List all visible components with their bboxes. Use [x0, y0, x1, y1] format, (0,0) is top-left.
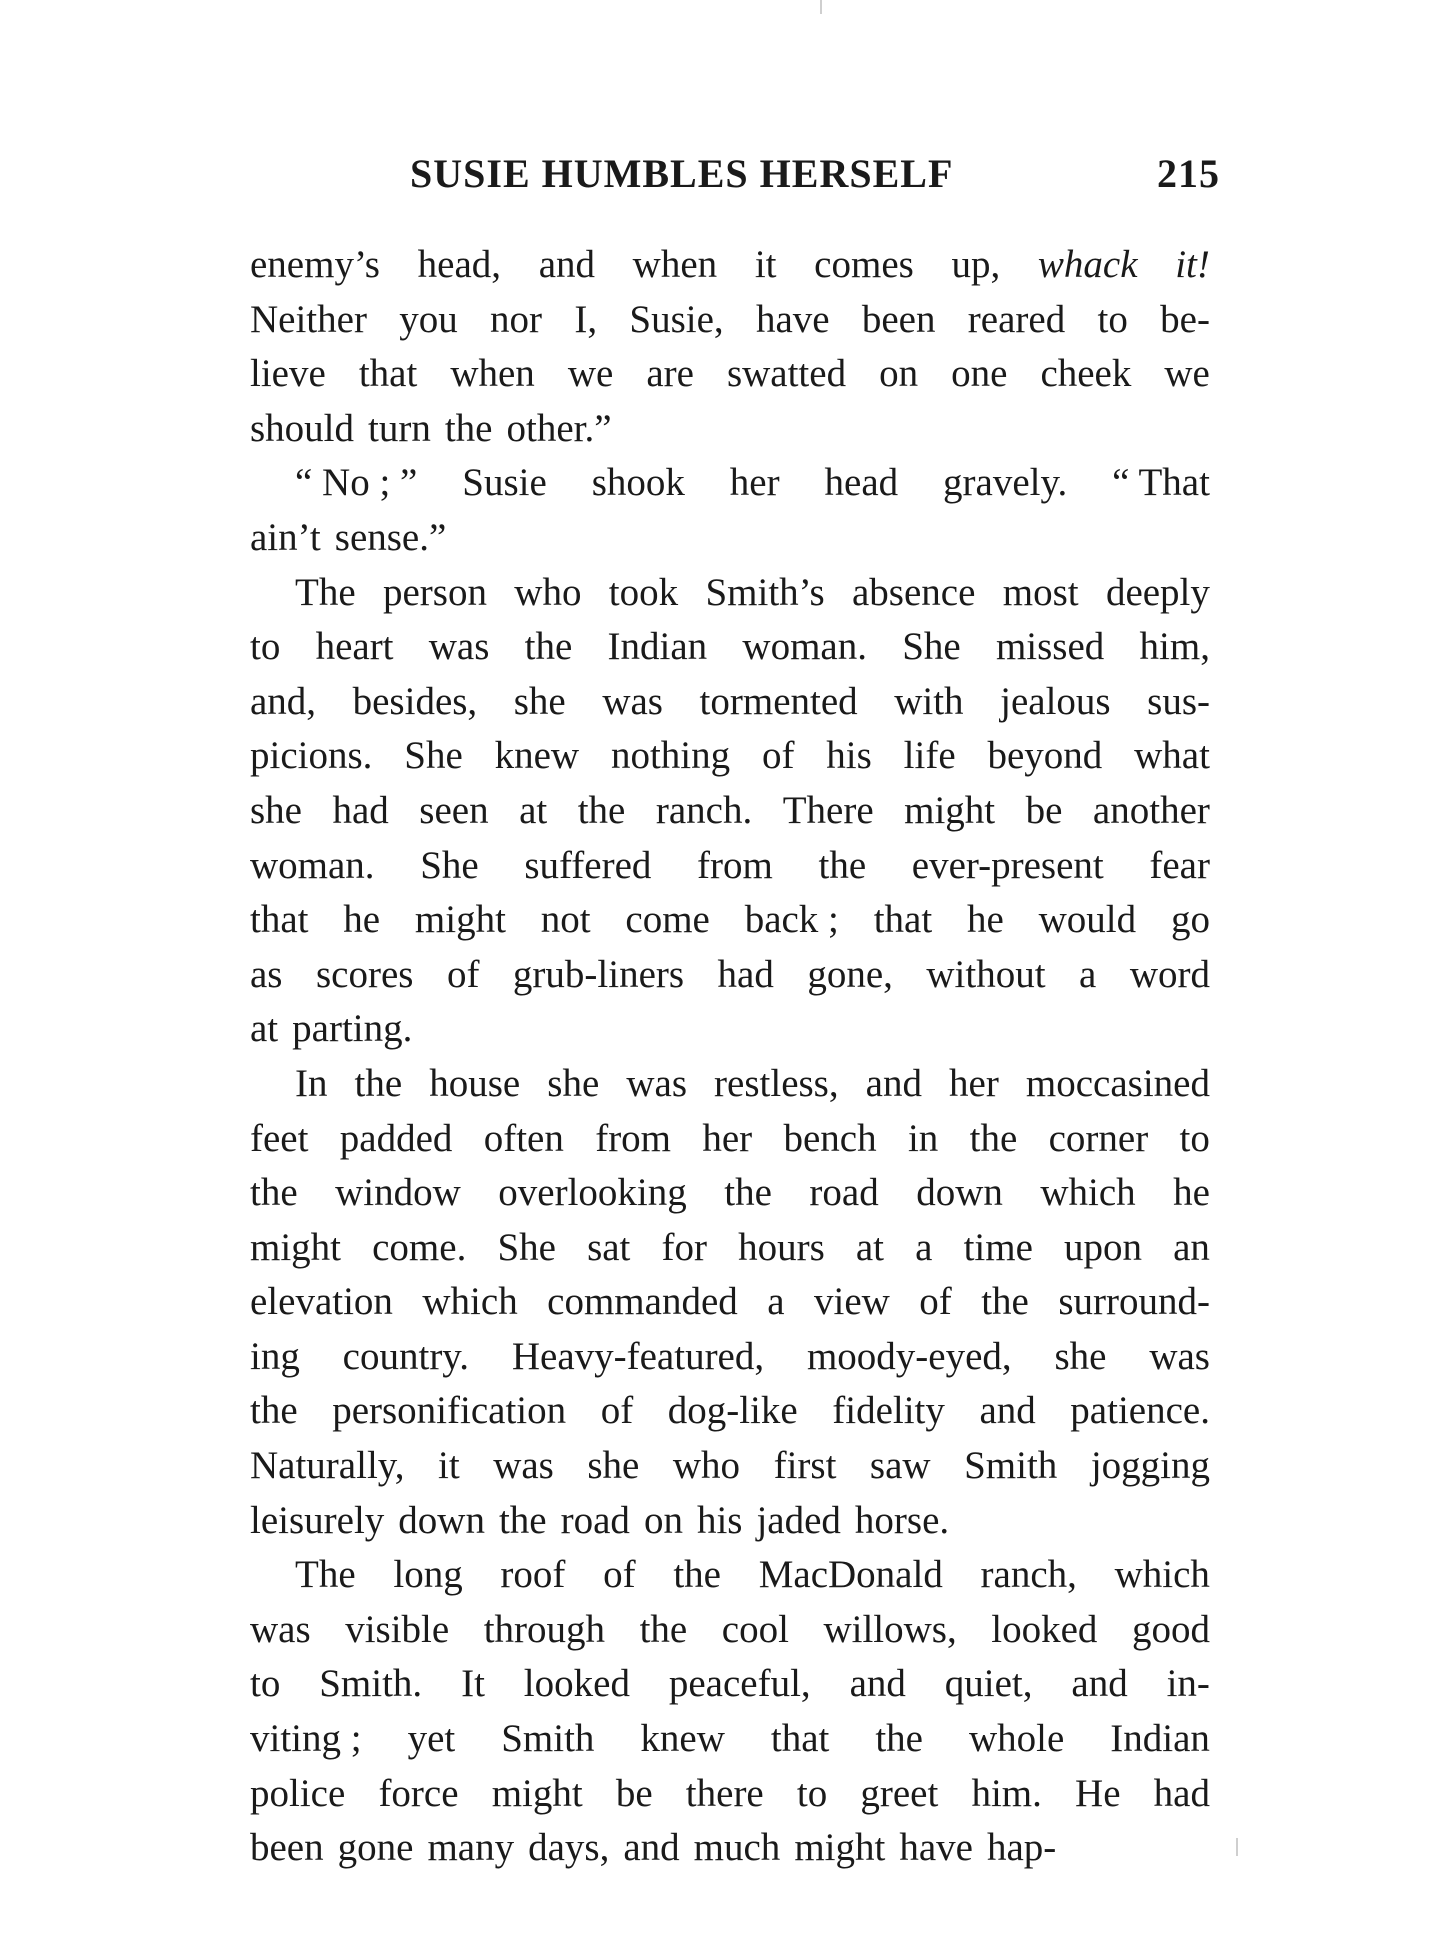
word: her	[949, 1061, 999, 1105]
word: the	[354, 1061, 403, 1105]
word: Smith.	[319, 1662, 423, 1706]
word: Naturally,	[250, 1444, 405, 1488]
word: he	[1173, 1171, 1210, 1215]
word: to	[1097, 297, 1128, 341]
word: go	[1170, 898, 1210, 942]
word: to	[250, 625, 281, 669]
word: Neither	[250, 297, 367, 341]
word: from	[697, 843, 773, 887]
word: much	[693, 1826, 781, 1870]
word: many	[427, 1826, 515, 1870]
word: grub-liners	[512, 952, 685, 996]
word: road	[809, 1171, 879, 1215]
word: might	[250, 1225, 342, 1269]
text-line	[250, 1657, 1210, 1712]
word: she	[547, 1061, 600, 1105]
word: absence	[852, 570, 976, 614]
word: the	[524, 625, 573, 669]
word: besides,	[352, 679, 478, 723]
word: missed	[995, 625, 1105, 669]
word: She	[902, 625, 961, 669]
word: it	[438, 1444, 460, 1488]
word: knew	[494, 734, 580, 778]
word: looked	[523, 1662, 630, 1706]
word: other.”	[506, 406, 612, 450]
word: of	[761, 734, 795, 778]
text-line	[250, 675, 1210, 730]
word: saw	[869, 1444, 931, 1488]
text-line	[250, 1002, 1210, 1057]
word: Indian	[1110, 1717, 1210, 1761]
word: sat	[587, 1225, 631, 1269]
word: nor	[490, 297, 543, 341]
word: an	[1173, 1225, 1210, 1269]
word: head	[824, 461, 899, 505]
word: that	[358, 352, 418, 396]
word: on	[879, 352, 919, 396]
word: might	[794, 1826, 886, 1870]
word: of	[603, 1553, 636, 1597]
word: been	[250, 1826, 324, 1870]
word: reared	[967, 297, 1066, 341]
page-number: 215	[1157, 151, 1220, 196]
word: not	[540, 898, 591, 942]
word: she	[513, 679, 566, 723]
word: it!	[1175, 243, 1210, 286]
word: that	[250, 898, 309, 942]
word: She	[497, 1225, 556, 1269]
word: window	[335, 1171, 461, 1215]
word: cheek	[1040, 352, 1132, 396]
text-line	[250, 1603, 1210, 1658]
word: that	[873, 898, 933, 942]
word: at	[250, 1007, 279, 1051]
word: what	[1134, 734, 1210, 778]
text-line	[250, 1330, 1210, 1385]
word: life	[903, 734, 956, 778]
word: come.	[372, 1225, 467, 1269]
word: elevation	[250, 1280, 393, 1324]
word: greet	[860, 1771, 939, 1815]
word: “ No ; ”	[295, 461, 418, 505]
word: In	[295, 1061, 328, 1105]
word: padded	[339, 1116, 453, 1160]
word: dog-like	[667, 1389, 798, 1433]
word: lieve	[250, 352, 326, 396]
word: jealous	[1000, 679, 1111, 723]
word: suffered	[524, 843, 652, 887]
word: be	[1025, 788, 1063, 832]
word: back ;	[744, 898, 839, 942]
word: bench	[783, 1116, 877, 1160]
word: police	[250, 1771, 346, 1815]
word: and	[1071, 1662, 1128, 1706]
word: and	[538, 243, 595, 286]
word: was	[428, 625, 490, 669]
word: enemy’s	[250, 243, 380, 286]
word: the	[969, 1116, 1018, 1160]
word: upon	[1064, 1225, 1142, 1269]
word: should	[250, 406, 355, 450]
word: which	[1040, 1171, 1136, 1215]
text-line	[250, 839, 1210, 894]
word: He	[1075, 1771, 1121, 1815]
word: deeply	[1105, 570, 1210, 614]
word: had	[717, 952, 774, 996]
word: corner	[1048, 1116, 1149, 1160]
word: road	[560, 1498, 630, 1542]
text-line	[250, 511, 1210, 566]
word: the	[818, 843, 867, 887]
text-line	[250, 238, 1210, 293]
scan-mark	[1236, 1838, 1238, 1856]
word: turn	[368, 406, 431, 450]
word: and,	[250, 679, 317, 723]
paragraph	[250, 456, 1210, 565]
word: gone	[337, 1826, 414, 1870]
word: who	[514, 570, 582, 614]
word: from	[595, 1116, 672, 1160]
text-line	[250, 1275, 1210, 1330]
word: Susie,	[629, 297, 724, 341]
text-line	[250, 1494, 1210, 1549]
word: viting ;	[250, 1717, 362, 1761]
word: time	[963, 1225, 1033, 1269]
text-line	[250, 1767, 1210, 1822]
word: was	[1149, 1334, 1210, 1378]
word: he	[967, 898, 1004, 942]
word: hours	[738, 1225, 825, 1269]
text-line	[250, 293, 1210, 348]
word: for	[661, 1225, 707, 1269]
word: without	[926, 952, 1046, 996]
chapter-title: SUSIE HUMBLES HERSELF	[410, 151, 954, 196]
word: surround-	[1058, 1280, 1210, 1324]
word: sense.”	[334, 515, 447, 559]
text-line	[250, 1221, 1210, 1276]
text-line	[250, 1057, 1210, 1112]
word: Heavy-featured,	[511, 1334, 765, 1378]
word: at	[855, 1225, 885, 1269]
word: quiet,	[944, 1662, 1033, 1706]
word: the	[577, 788, 626, 832]
paragraph	[250, 566, 1210, 1057]
text-line	[250, 566, 1210, 621]
word: sus-	[1147, 679, 1210, 723]
word: picions.	[250, 734, 373, 778]
word: when	[632, 243, 718, 286]
word: to	[250, 1662, 281, 1706]
word: house	[429, 1061, 521, 1105]
word: the	[724, 1171, 772, 1215]
word: beyond	[987, 734, 1103, 778]
word: person	[382, 570, 487, 614]
word: patience.	[1070, 1389, 1210, 1433]
word: of	[600, 1389, 634, 1433]
word: nothing	[610, 734, 731, 778]
word: when	[450, 352, 535, 396]
word: first	[773, 1444, 837, 1488]
word: one	[951, 352, 1008, 396]
text-line	[250, 1384, 1210, 1439]
word: scores	[315, 952, 414, 996]
text-line	[250, 1712, 1210, 1767]
word: with	[894, 679, 964, 723]
word: took	[608, 570, 679, 614]
text-line	[250, 1112, 1210, 1167]
word: her	[729, 461, 780, 505]
word: It	[461, 1662, 485, 1706]
word: at	[519, 788, 548, 832]
text-line	[250, 893, 1210, 948]
word: She	[404, 734, 463, 778]
word: “ That	[1112, 461, 1210, 505]
word: heart	[315, 625, 394, 669]
word: shook	[591, 461, 685, 505]
word: peaceful,	[668, 1662, 811, 1706]
text-line	[250, 1821, 1210, 1876]
word: jaded	[756, 1498, 841, 1542]
word: the	[250, 1389, 298, 1433]
word: country.	[342, 1334, 470, 1378]
text-line	[250, 620, 1210, 675]
word: feet	[250, 1116, 309, 1160]
text-line	[250, 784, 1210, 839]
word: the	[673, 1553, 721, 1597]
word: are	[646, 352, 694, 396]
word: the	[444, 406, 493, 450]
word: willows,	[823, 1607, 957, 1651]
word: horse.	[854, 1498, 950, 1542]
word: and	[979, 1389, 1036, 1433]
word: his	[826, 734, 872, 778]
paragraph	[250, 238, 1210, 456]
word: a	[767, 1280, 785, 1324]
text-line	[250, 948, 1210, 1003]
word: on	[643, 1498, 683, 1542]
word: in	[907, 1116, 939, 1160]
word: ain’t	[250, 515, 321, 559]
word: ing	[250, 1334, 300, 1378]
word: word	[1129, 952, 1210, 996]
word: parting.	[292, 1007, 413, 1051]
word: the	[250, 1171, 298, 1215]
word: him.	[971, 1771, 1042, 1815]
word: moccasined	[1025, 1061, 1210, 1105]
word: jogging	[1090, 1444, 1210, 1488]
word: was	[493, 1444, 554, 1488]
word: have	[755, 297, 830, 341]
word: yet	[407, 1717, 456, 1761]
word: ranch,	[980, 1553, 1077, 1597]
word: Smith	[501, 1717, 595, 1761]
word: him,	[1139, 625, 1210, 669]
text-line	[250, 1439, 1210, 1494]
word: head,	[417, 243, 502, 286]
word: her	[702, 1116, 753, 1160]
word: was	[250, 1607, 311, 1651]
word: the	[981, 1280, 1029, 1324]
body-text	[250, 238, 1210, 1876]
word: force	[378, 1771, 459, 1815]
word: MacDonald	[758, 1553, 943, 1597]
word: would	[1038, 898, 1137, 942]
word: seen	[419, 788, 489, 832]
word: fear	[1149, 843, 1210, 887]
word: cool	[721, 1607, 789, 1651]
word: which	[422, 1280, 518, 1324]
word: was	[626, 1061, 687, 1105]
word: knew	[640, 1717, 725, 1761]
paragraph	[250, 1548, 1210, 1876]
word: moody-eyed,	[806, 1334, 1012, 1378]
word: be	[615, 1771, 653, 1815]
word: gravely.	[943, 461, 1068, 505]
word: and	[849, 1662, 906, 1706]
word: restless,	[714, 1061, 839, 1105]
word: to	[796, 1771, 828, 1815]
word: view	[813, 1280, 890, 1324]
word: up,	[951, 243, 1001, 286]
word: a	[1079, 952, 1097, 996]
word: a	[915, 1225, 933, 1269]
word: days,	[528, 1826, 610, 1870]
word: was	[602, 679, 663, 723]
word: ever-present	[911, 843, 1104, 887]
word: Indian	[607, 625, 708, 669]
word: been	[861, 297, 936, 341]
word: personification	[332, 1389, 567, 1433]
word: looked	[991, 1607, 1098, 1651]
word: woman.	[250, 843, 375, 887]
word: there	[685, 1771, 764, 1815]
scan-mark	[820, 0, 822, 14]
word: as	[250, 952, 283, 996]
word: good	[1131, 1607, 1210, 1651]
word: in-	[1166, 1662, 1210, 1706]
word: She	[420, 843, 479, 887]
word: roof	[500, 1553, 566, 1597]
text-line	[250, 347, 1210, 402]
paragraph	[250, 1057, 1210, 1548]
word: had	[332, 788, 389, 832]
word: down	[398, 1498, 485, 1542]
word: through	[483, 1607, 606, 1651]
text-line	[250, 456, 1210, 511]
word: swatted	[726, 352, 847, 396]
word: might	[414, 898, 506, 942]
word: you	[399, 297, 458, 341]
word: another	[1092, 788, 1210, 832]
word: and	[865, 1061, 922, 1105]
word: had	[1153, 1771, 1210, 1815]
word: the	[639, 1607, 688, 1651]
word: visible	[345, 1607, 450, 1651]
word: There	[782, 788, 874, 832]
word: it	[754, 243, 777, 286]
word: comes	[814, 243, 914, 286]
word: he	[343, 898, 381, 942]
word: might	[491, 1771, 583, 1815]
word: we	[567, 352, 614, 396]
word: whack	[1037, 243, 1138, 286]
word: hap-	[986, 1826, 1057, 1870]
word: fidelity	[832, 1389, 945, 1433]
text-line	[250, 402, 1210, 457]
word: ranch.	[655, 788, 753, 832]
word: have	[899, 1826, 973, 1870]
word: his	[696, 1498, 743, 1542]
word: that	[770, 1717, 830, 1761]
word: of	[446, 952, 480, 996]
word: Smith	[964, 1444, 1058, 1488]
word: the	[498, 1498, 547, 1542]
text-line	[250, 1548, 1210, 1603]
text-line	[250, 729, 1210, 784]
word: tormented	[699, 679, 858, 723]
word: The	[295, 1553, 356, 1597]
word: be-	[1160, 297, 1210, 341]
word: most	[1002, 570, 1079, 614]
word: commanded	[547, 1280, 738, 1324]
word: she	[250, 788, 302, 832]
word: we	[1164, 352, 1210, 396]
word: leisurely	[250, 1498, 385, 1542]
word: might	[904, 788, 996, 832]
word: often	[483, 1116, 564, 1160]
word: Susie	[462, 461, 547, 505]
word: the	[875, 1717, 923, 1761]
word: gone,	[807, 952, 893, 996]
word: who	[672, 1444, 741, 1488]
word: down	[916, 1171, 1003, 1215]
running-head	[410, 144, 1220, 204]
word: to	[1179, 1116, 1210, 1160]
word: which	[1114, 1553, 1210, 1597]
word: whole	[968, 1717, 1065, 1761]
word: I,	[574, 297, 598, 341]
word: The	[295, 570, 356, 614]
word: and	[623, 1826, 680, 1870]
word: of	[919, 1280, 952, 1324]
text-line	[250, 1166, 1210, 1221]
word: Smith’s	[705, 570, 825, 614]
word: she	[587, 1444, 640, 1488]
word: overlooking	[498, 1171, 687, 1215]
word: come	[625, 898, 710, 942]
word: she	[1054, 1334, 1107, 1378]
word: long	[393, 1553, 463, 1597]
word: woman.	[742, 625, 867, 669]
